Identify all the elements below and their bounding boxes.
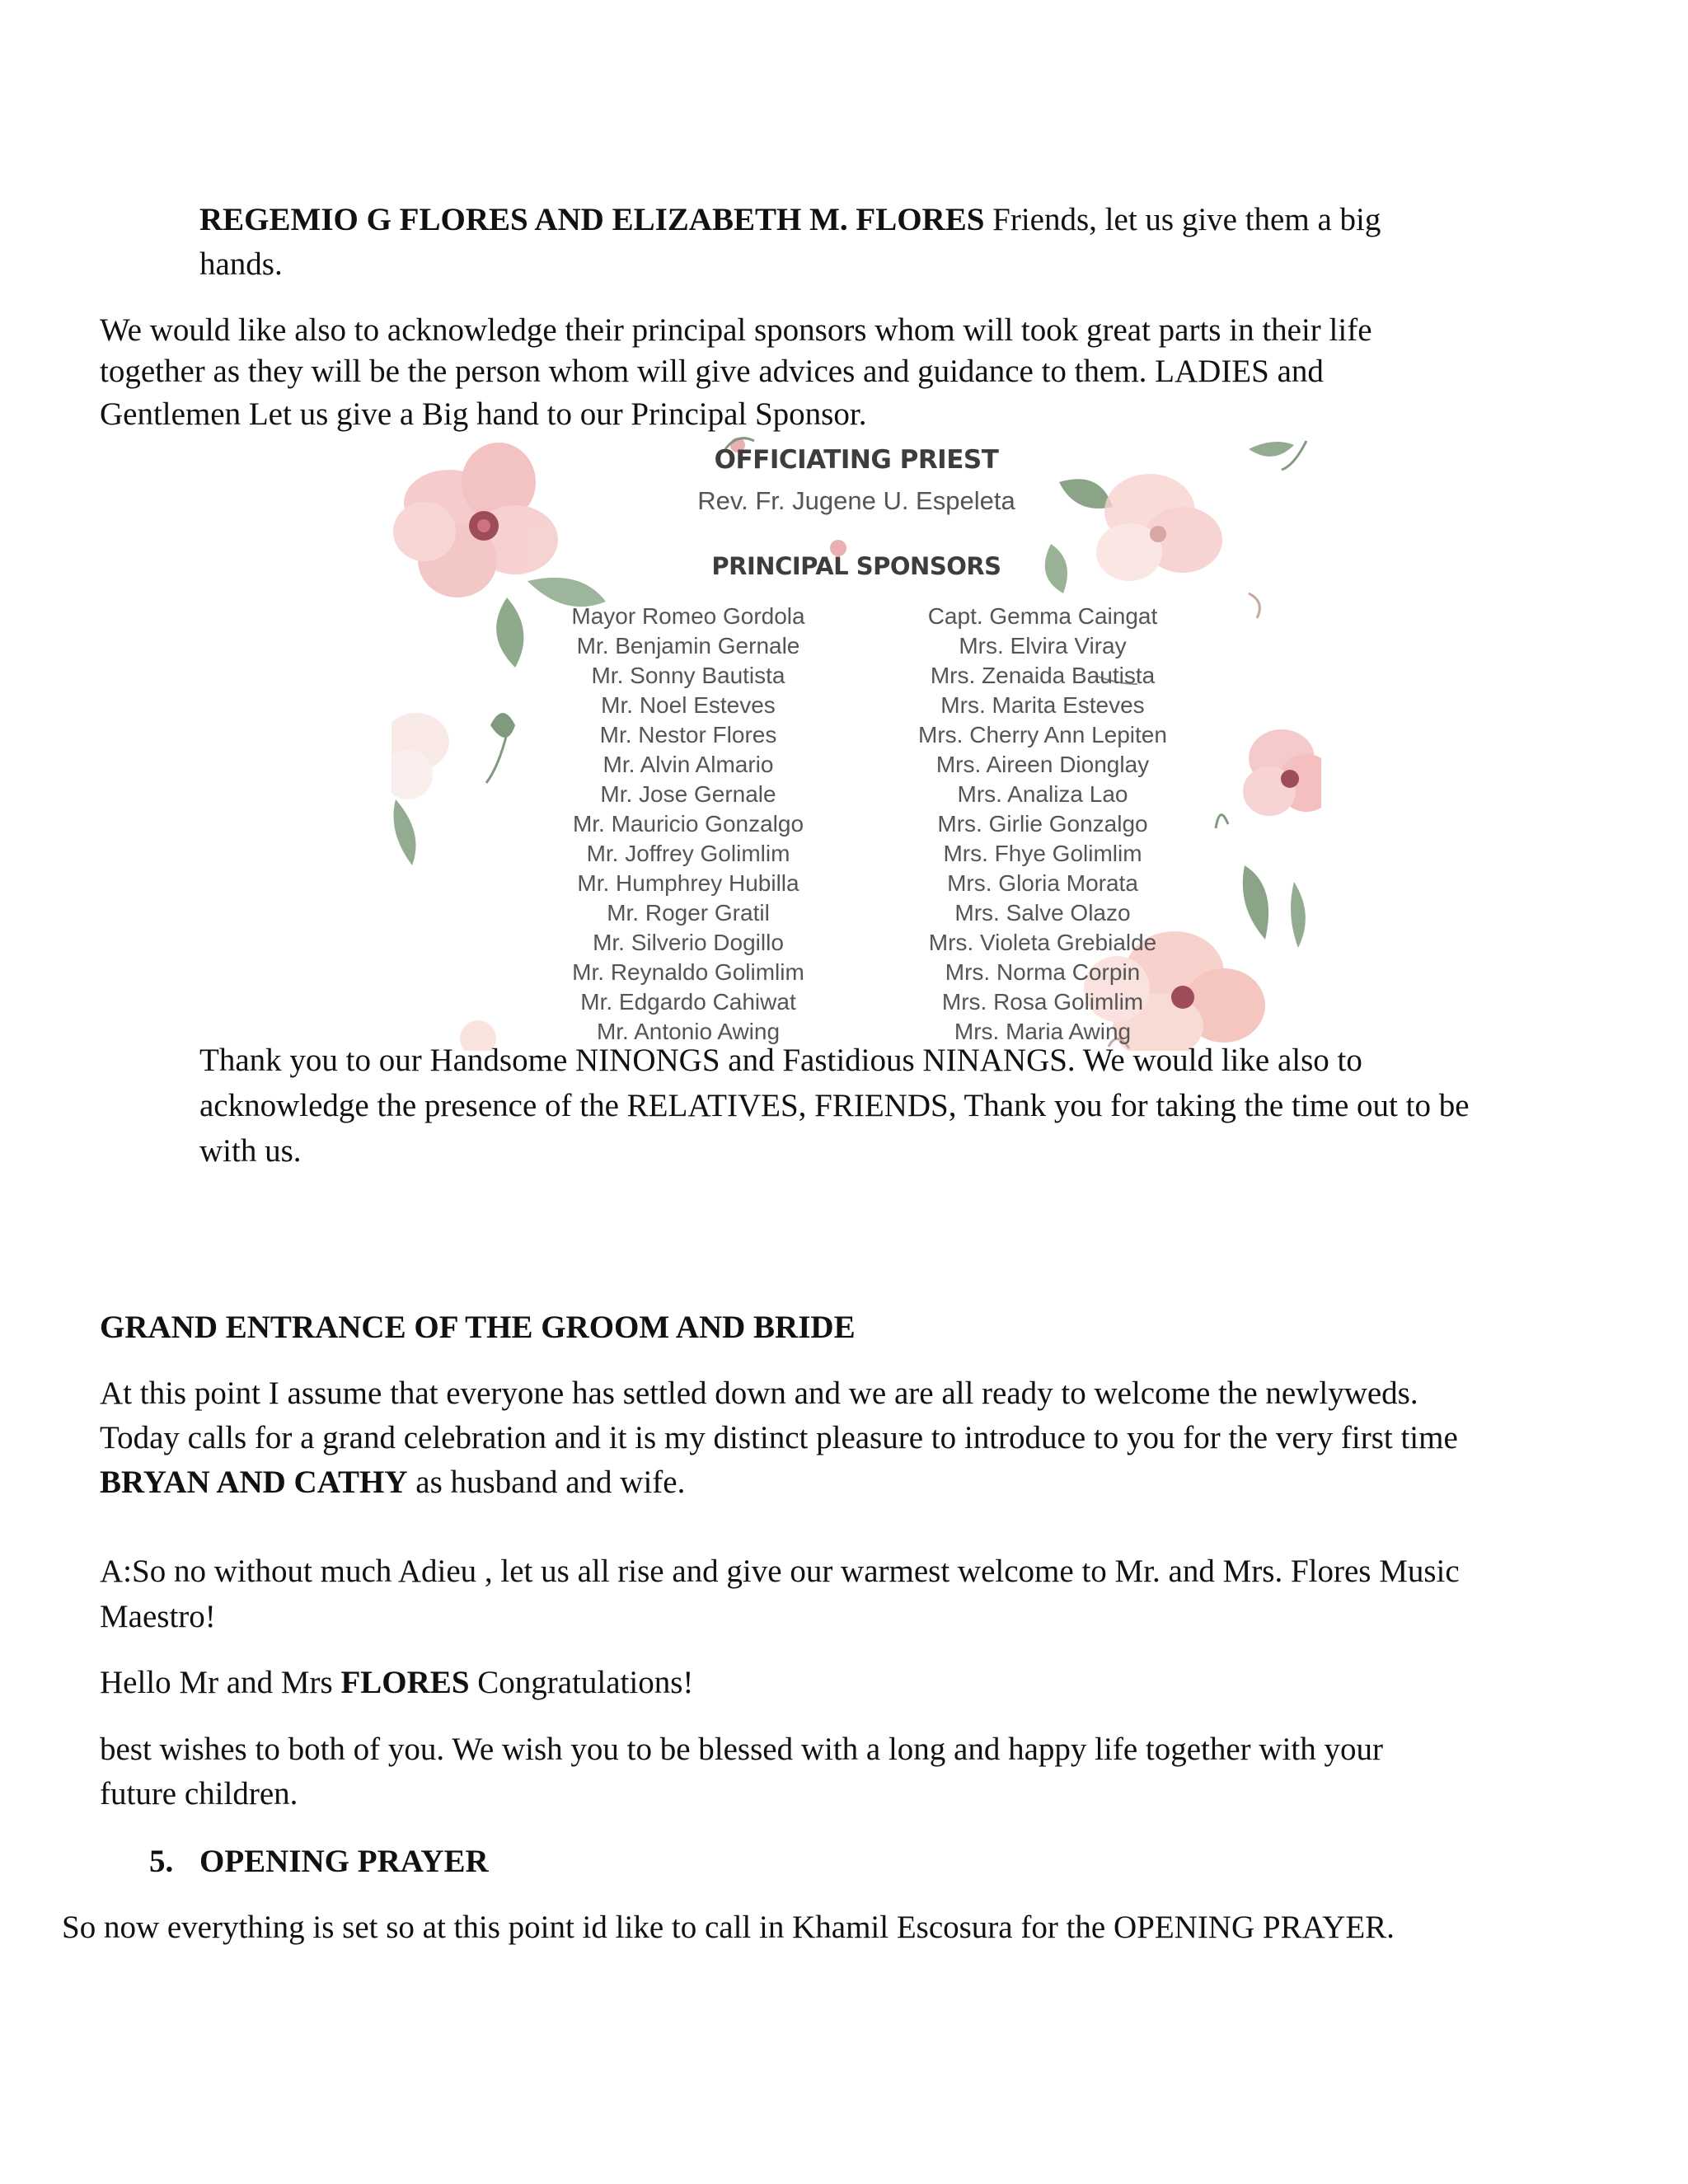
sponsor-name: Mrs. Norma Corpin [945, 959, 1141, 985]
sponsor-name: Mr. Roger Gratil [607, 900, 770, 926]
sponsor-name: Mr. Silverio Dogillo [593, 930, 784, 955]
thanks-line-3: with us. [199, 1133, 302, 1169]
sponsor-name: Mrs. Marita Esteves [940, 692, 1145, 718]
sponsor-name: Mrs. Rosa Golimlim [941, 989, 1144, 1015]
thanks-line-2: acknowledge the presence of the RELATIVES, FRIENDS, Thank you for taking the time out to be [199, 1088, 1470, 1123]
intro-line-1 [199, 198, 1381, 242]
sponsor-name: Mrs. Girlie Gonzalgo [937, 811, 1148, 837]
sponsor-name: Mrs. Violeta Grebialde [928, 930, 1157, 955]
officiating-priest-heading: OFFICIATING PRIEST [714, 445, 999, 475]
sponsor-name: Mr. Reynaldo Golimlim [572, 959, 804, 985]
acknowledge-line-1: We would like also to acknowledge their principal sponsors whom will took great parts in their life [100, 312, 1372, 348]
sponsor-name: Mayor Romeo Gordola [571, 603, 805, 629]
sponsor-name: Mr. Benjamin Gernale [576, 633, 800, 658]
flower-right-middle [1243, 729, 1321, 816]
sponsor-name: Mr. Humphrey Hubilla [577, 870, 799, 896]
sponsor-name: Mrs. Gloria Morata [947, 870, 1138, 896]
acknowledge-line-2: together as they will be the person whom will give advices and guidance to them. LADIES and [100, 354, 1324, 389]
sponsors-invitation-image [392, 437, 1321, 1051]
sponsor-name: Mr. Jose Gernale [600, 781, 776, 807]
grand-entrance-line-1: At this point I assume that everyone has settled down and we are all ready to welcome the newlyweds. [100, 1376, 1418, 1411]
hello-line [100, 1661, 693, 1705]
sponsor-name: Mrs. Fhye Golimlim [943, 841, 1142, 866]
acknowledge-line-3: Gentlemen Let us give a Big hand to our Principal Sponsor. [100, 396, 867, 432]
sponsor-name: Mrs. Salve Olazo [954, 900, 1131, 926]
grand-entrance-line-3 [100, 1460, 685, 1505]
hello-post: Congratulations! [469, 1665, 694, 1700]
sponsor-name: Mr. Sonny Bautista [591, 663, 785, 688]
wishes-line-1: best wishes to both of you. We wish you to be blessed with a long and happy life together with your [100, 1732, 1383, 1767]
sponsor-name: Capt. Gemma Caingat [927, 603, 1158, 629]
intro-line-2: hands. [199, 246, 283, 282]
opening-prayer-number: 5. [149, 1844, 174, 1879]
intro-rest: Friends, let us give them a big [984, 202, 1381, 237]
principal-sponsors-heading: PRINCIPAL SPONSORS [711, 552, 1001, 580]
sponsor-name: Mr. Joffrey Golimlim [586, 841, 790, 866]
ninongs-column [540, 602, 837, 1047]
sponsor-name: Mr. Edgardo Cahiwat [580, 989, 796, 1015]
hello-surname: FLORES [340, 1665, 470, 1700]
sponsor-name: Mrs. Aireen Dionglay [935, 752, 1150, 777]
sponsor-name: Mr. Nestor Flores [599, 722, 777, 748]
sponsor-name: Mrs. Analiza Lao [957, 781, 1128, 807]
parents-names: REGEMIO G FLORES AND ELIZABETH M. FLORES [199, 202, 985, 237]
grand-entrance-line-2: Today calls for a grand celebration and it is my distinct pleasure to introduce to you for the very first time [100, 1420, 1458, 1455]
sponsor-name: Mr. Noel Esteves [601, 692, 776, 718]
sponsor-name: Mr. Mauricio Gonzalgo [572, 811, 804, 837]
sponsor-name: Mrs. Elvira Viray [959, 633, 1127, 658]
thanks-line-1: Thank you to our Handsome NINONGS and Fastidious NINANGS. We would like also to [199, 1043, 1362, 1078]
sponsor-name: Mrs. Cherry Ann Lepiten [918, 722, 1167, 748]
rise-line-2: Maestro! [100, 1599, 216, 1634]
ninangs-column [894, 602, 1191, 1047]
sponsor-name: Mrs. Zenaida Bautista [930, 663, 1156, 688]
couple-names: BRYAN AND CATHY [100, 1465, 408, 1500]
opening-prayer-text: So now everything is set so at this point id like to call in Khamil Escosura for the OPENING PRAYER. [62, 1910, 1395, 1945]
wishes-line-2: future children. [100, 1776, 298, 1811]
grand-entrance-heading: GRAND ENTRANCE OF THE GROOM AND BRIDE [100, 1310, 856, 1345]
rise-line-1: A:So no without much Adieu , let us all rise and give our warmest welcome to Mr. and Mrs. Flores Music [100, 1554, 1460, 1589]
grand-entrance-line-3-rest: as husband and wife. [407, 1465, 686, 1500]
sponsor-name: Mr. Antonio Awing [596, 1019, 781, 1044]
sponsor-name: Mrs. Maria Awing [954, 1019, 1132, 1044]
officiating-priest-name: Rev. Fr. Jugene U. Espeleta [697, 486, 1015, 515]
opening-prayer-heading: OPENING PRAYER [199, 1844, 489, 1879]
hello-pre: Hello Mr and Mrs [100, 1665, 341, 1700]
sponsor-name: Mr. Alvin Almario [603, 752, 774, 777]
